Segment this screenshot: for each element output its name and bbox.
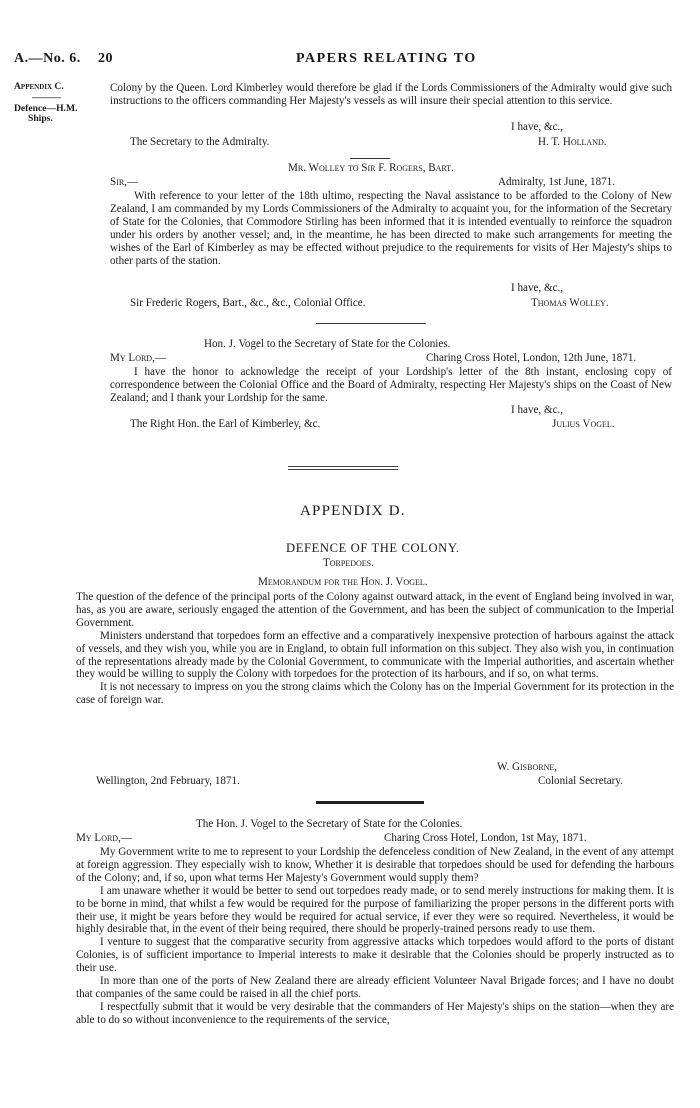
page-number: 20 <box>98 51 113 66</box>
letter3-signature: Julius Vogel. <box>552 418 615 430</box>
letter1-body: Colony by the Queen. Lord Kimberley would therefore be glad if the Lords Commissioners of the Admiralty would give such instructions to the officers commanding Her Majesty's vessels as will insure their special attention to this service. <box>110 82 672 107</box>
separator-rule <box>316 323 426 324</box>
appendix-title: APPENDIX D. <box>300 503 406 519</box>
separator-thick-rule <box>316 801 424 804</box>
letter4-paragraph: I venture to suggest that the comparative security from aggressive attacks which torpedoes would afford to the ports of distant Colonies, is of sufficient importance to Imperial interests to make it desirable that the Colonies should be properly instructed as to their use. <box>76 936 674 975</box>
letter3-salutation: My Lord,— <box>110 352 166 364</box>
letter2-place-date: Admiralty, 1st June, 1871. <box>498 176 615 188</box>
letter4-paragraph: In more than one of the ports of New Zealand there are already efficient Volunteer Naval Brigade forces; and I have no doubt that companies of the same could be raised in all the chief ports. <box>76 975 674 1000</box>
memo-body <box>76 591 674 707</box>
letter2-body: With reference to your letter of the 18th ultimo, respecting the Naval assistance to be afforded to the Colony of New Zealand, I am commanded by my Lords Commissioners of the Admiralty to acquaint you, for the information of the Secretary of State for the Colonies, that Commodore Stirling has been informed that it is intended eventually to reinforce the squadron under his orders by another vessel; and, in the meantime, he has been directed to make such arrangements for meeting the wishes of the Earl of Kimberley as may be effected without prejudice to the requirements for visits of Her Majesty's ships to other parts of the station. <box>110 190 672 267</box>
memo-signature: W. Gisborne, <box>497 761 558 773</box>
margin-note-subject-cont: Ships. <box>28 113 53 125</box>
memo-paragraph: Ministers understand that torpedoes form an effective and a comparatively inexpensive protection of harbours against the attack of vessels, and they wish you, while you are in England, to obtain full information on this subject. They also wish you, in continuation of the representations already made by the Colonial Government, to communicate with the Imperial authorities, and ascertain whether they would be willing to supply the Colony with torpedoes for the protection of its harbours, and if so, on what terms. <box>76 629 674 681</box>
memo-signature-title: Colonial Secretary. <box>538 775 623 787</box>
memo-paragraph: The question of the defence of the principal ports of the Colony against outward attack, in the event of England being involved in war, has, as you are aware, seriously engaged the attention of the Government, and has been the subject of communication to the Imperial Government. <box>76 591 674 629</box>
letter1-addressee: The Secretary to the Admiralty. <box>130 136 270 148</box>
memo-paragraph: It is not necessary to impress on you the strong claims which the Colony has on the Imperial Government for its protection in the case of foreign war. <box>76 681 674 707</box>
letter4-body <box>76 846 674 1027</box>
letter3-closing: I have, &c., <box>511 404 564 416</box>
letter4-paragraph: I am unaware whether it would be better to send out torpedoes ready made, or to send merely instructions for making them. It is to be borne in mind, that whilst a few would be required for the purpose of familiarizing the proper persons in the different ports with their use, it might be years before they would be required for actual service, if ever they were so required. Nevertheless, it would be highly desirable that, in the event of their being required, there should be properly-trained persons ready to use them. <box>76 884 674 936</box>
separator-double-rule <box>288 466 398 470</box>
letter4-heading: The Hon. J. Vogel to the Secretary of State for the Colonies. <box>196 818 463 830</box>
letter1-signature: H. T. Holland. <box>538 136 607 148</box>
letter4-paragraph: My Government write to me to represent to your Lordship the defenceless condition of New Zealand, in the event of any attempt at foreign aggression. They especially wish to know, Whether it is desirable that torpedoes should be used for defending the harbours of the Colony; and, if so, upon what terms Her Majesty's Government would supply them? <box>76 846 674 884</box>
running-title: PAPERS RELATING TO <box>296 51 477 66</box>
letter3-body: I have the honor to acknowledge the receipt of your Lordship's letter of the 8th instant, enclosing copy of correspondence between the Colonial Office and the Board of Admiralty, respecting Her Majesty's ships on the Coast of New Zealand; and I thank your Lordship for the same. <box>110 366 672 404</box>
letter1-closing: I have, &c., <box>511 121 564 133</box>
margin-note <box>14 82 98 125</box>
letter2-closing: I have, &c., <box>511 282 564 294</box>
section-title: DEFENCE OF THE COLONY. <box>286 541 460 555</box>
letter4-salutation: My Lord,— <box>76 832 132 844</box>
letter2-salutation: Sir,— <box>110 176 139 188</box>
subsection-title: Torpedoes. <box>323 557 374 569</box>
letter3-heading: Hon. J. Vogel to the Secretary of State for the Colonies. <box>204 338 451 350</box>
letter4-place-date: Charing Cross Hotel, London, 1st May, 1871. <box>384 832 587 844</box>
margin-note-subject: Defence—H.M. <box>14 102 78 114</box>
letter2-heading: Mr. Wolley to Sir F. Rogers, Bart. <box>288 162 454 174</box>
memo-place-date: Wellington, 2nd February, 1871. <box>96 775 240 787</box>
letter3-addressee: The Right Hon. the Earl of Kimberley, &c. <box>130 418 321 430</box>
letter4-paragraph: I respectfully submit that it would be very desirable that the commanders of Her Majesty's ships on the station—when they are able to do so without inconvenience to the requirements of the service, <box>76 1000 674 1026</box>
letter2-addressee: Sir Frederic Rogers, Bart., &c., &c., Colonial Office. <box>130 297 366 309</box>
separator-rule <box>350 158 390 159</box>
memo-heading: Memorandum for the Hon. J. Vogel. <box>258 576 428 588</box>
margin-note-dash: ——— <box>32 91 61 103</box>
document-reference: A.—No. 6. <box>14 51 81 66</box>
letter2-signature: Thomas Wolley. <box>531 297 609 309</box>
margin-note-appendix: Appendix C. <box>14 81 64 92</box>
letter3-place-date: Charing Cross Hotel, London, 12th June, 1871. <box>426 352 637 364</box>
